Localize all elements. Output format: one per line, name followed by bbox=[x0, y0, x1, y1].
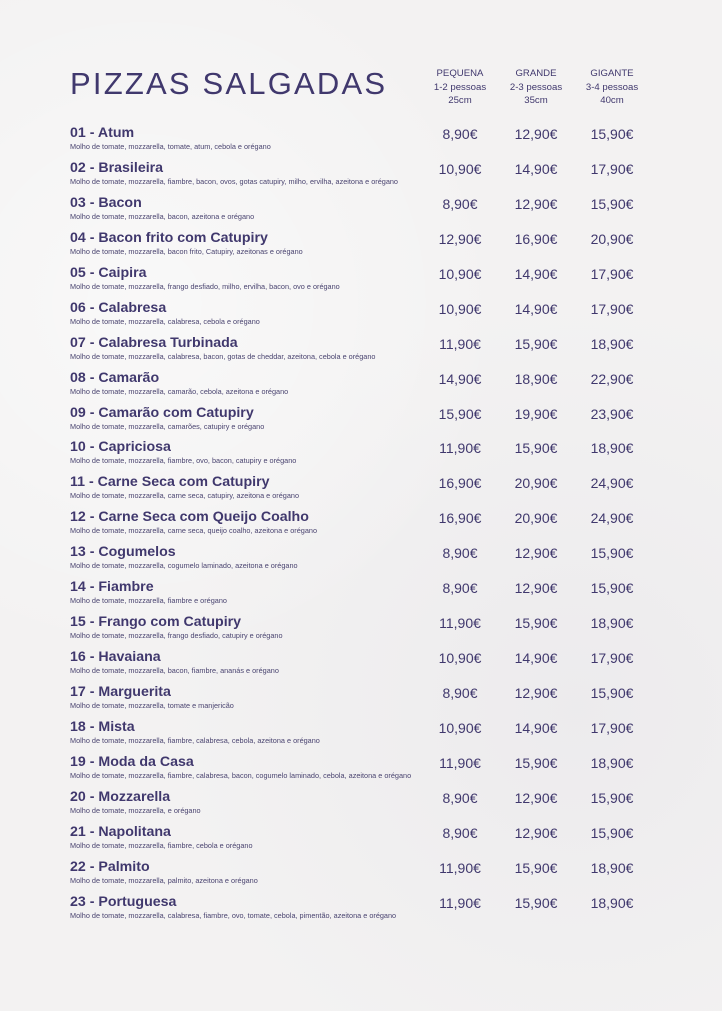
pizza-name: 02 - Brasileira bbox=[70, 159, 164, 176]
price-pequena: 10,90€ bbox=[438, 719, 482, 736]
price-pequena: 14,90€ bbox=[438, 370, 482, 387]
size-diameter: 25cm bbox=[448, 95, 472, 106]
price-grande: 12,90€ bbox=[514, 580, 558, 597]
size-name: PEQUENA bbox=[436, 68, 484, 79]
list-item bbox=[70, 648, 670, 683]
price-pequena: 8,90€ bbox=[442, 195, 478, 212]
pizza-name: 12 - Carne Seca com Queijo Coalho bbox=[70, 509, 309, 526]
size-diameter: 35cm bbox=[524, 95, 548, 106]
pizza-description: Molho de tomate, mozzarella, camarão, cebola, azeitona e orégano bbox=[70, 386, 289, 396]
price-pequena: 11,90€ bbox=[439, 615, 481, 632]
pizza-description: Molho de tomate, mozzarella, fiambre, ovo, bacon, catupiry e orégano bbox=[70, 456, 297, 466]
price-gigante: 17,90€ bbox=[590, 265, 634, 282]
price-gigante: 18,90€ bbox=[590, 859, 634, 876]
price-grande: 12,90€ bbox=[514, 789, 558, 806]
pizza-description: Molho de tomate, mozzarella, fiambre, bacon, ovos, gotas catupiry, milho, ervilha, azeitona e orégano bbox=[70, 176, 398, 186]
page-title: PIZZAS SALGADAS bbox=[70, 66, 388, 101]
price-grande: 18,90€ bbox=[514, 370, 558, 387]
price-grande: 16,90€ bbox=[514, 230, 558, 247]
list-item bbox=[70, 683, 670, 718]
size-people: 1-2 pessoas bbox=[433, 81, 487, 93]
size-header-gigante bbox=[572, 67, 652, 108]
pizza-name: 20 - Mozzarella bbox=[70, 788, 171, 805]
price-gigante: 15,90€ bbox=[590, 545, 634, 562]
size-diameter: 40cm bbox=[600, 95, 624, 106]
size-people: 3-4 pessoas bbox=[585, 81, 639, 93]
price-grande: 12,90€ bbox=[514, 545, 558, 562]
list-item bbox=[70, 438, 670, 473]
pizza-description: Molho de tomate, mozzarella, fiambre, calabresa, bacon, cogumelo laminado, cebola, azeitona e orégano bbox=[70, 770, 412, 780]
price-grande: 14,90€ bbox=[514, 160, 558, 177]
size-name: GIGANTE bbox=[590, 68, 634, 79]
pizza-name: 16 - Havaiana bbox=[70, 649, 161, 666]
pizza-name: 13 - Cogumelos bbox=[70, 544, 176, 561]
price-gigante: 18,90€ bbox=[590, 440, 634, 457]
price-gigante: 18,90€ bbox=[590, 754, 634, 771]
list-item bbox=[70, 264, 670, 299]
list-item bbox=[70, 194, 670, 229]
pizza-description: Molho de tomate, mozzarella, fiambre, calabresa, cebola, azeitona e orégano bbox=[70, 735, 320, 745]
pizza-name: 18 - Mista bbox=[70, 718, 135, 735]
list-item bbox=[70, 753, 670, 788]
price-pequena: 11,90€ bbox=[439, 859, 481, 876]
pizza-name: 07 - Calabresa Turbinada bbox=[70, 334, 238, 351]
list-item bbox=[70, 543, 670, 578]
pizza-description: Molho de tomate, mozzarella, bacon, azeitona e orégano bbox=[70, 211, 255, 221]
price-pequena: 11,90€ bbox=[439, 894, 481, 911]
list-item bbox=[70, 718, 670, 753]
price-gigante: 15,90€ bbox=[590, 126, 634, 142]
price-gigante: 15,90€ bbox=[590, 824, 634, 841]
list-item bbox=[70, 473, 670, 508]
price-gigante: 18,90€ bbox=[590, 615, 634, 632]
price-gigante: 23,90€ bbox=[590, 405, 634, 422]
pizza-name: 05 - Caipira bbox=[70, 264, 147, 281]
list-item bbox=[70, 823, 670, 858]
price-gigante: 15,90€ bbox=[590, 685, 634, 701]
price-gigante: 15,90€ bbox=[590, 195, 634, 212]
list-item bbox=[70, 404, 670, 439]
pizza-name: 04 - Bacon frito com Catupiry bbox=[70, 229, 268, 246]
pizza-name: 15 - Frango com Catupiry bbox=[70, 614, 242, 631]
pizza-name: 09 - Camarão com Catupiry bbox=[70, 404, 254, 421]
pizza-description: Molho de tomate, mozzarella, palmito, azeitona e orégano bbox=[70, 875, 258, 885]
list-item bbox=[70, 334, 670, 369]
price-gigante: 15,90€ bbox=[590, 789, 634, 806]
list-item bbox=[70, 299, 670, 334]
size-name: GRANDE bbox=[515, 68, 557, 79]
list-item bbox=[70, 578, 670, 613]
pizza-description: Molho de tomate, mozzarella, frango desfiado, milho, ervilha, bacon, ovo e orégano bbox=[70, 281, 340, 291]
list-item bbox=[70, 788, 670, 823]
list-item bbox=[70, 613, 670, 648]
size-header-pequena bbox=[420, 67, 500, 108]
pizza-name: 11 - Carne Seca com Catupiry bbox=[70, 474, 270, 491]
pizza-name: 14 - Fiambre bbox=[70, 579, 154, 596]
price-pequena: 11,90€ bbox=[439, 335, 481, 352]
pizza-description: Molho de tomate, mozzarella, tomate e manjericão bbox=[70, 701, 234, 710]
list-item bbox=[70, 159, 670, 194]
list-item bbox=[70, 893, 670, 928]
price-pequena: 8,90€ bbox=[442, 685, 478, 701]
pizza-list bbox=[70, 124, 670, 928]
size-people: 2-3 pessoas bbox=[509, 81, 563, 93]
pizza-description: Molho de tomate, mozzarella, carne seca, queijo coalho, azeitona e orégano bbox=[70, 526, 318, 536]
price-gigante: 17,90€ bbox=[590, 650, 634, 667]
price-grande: 15,90€ bbox=[514, 894, 558, 911]
pizza-description: Molho de tomate, mozzarella, fiambre e orégano bbox=[70, 596, 227, 606]
price-gigante: 20,90€ bbox=[590, 230, 634, 247]
price-grande: 15,90€ bbox=[514, 859, 558, 876]
list-item bbox=[70, 508, 670, 543]
price-gigante: 18,90€ bbox=[590, 894, 634, 911]
pizza-description: Molho de tomate, mozzarella, tomate, atum, cebola e orégano bbox=[70, 142, 271, 151]
pizza-description: Molho de tomate, mozzarella, frango desfiado, catupiry e orégano bbox=[70, 631, 283, 641]
price-gigante: 24,90€ bbox=[590, 510, 634, 527]
price-pequena: 8,90€ bbox=[442, 824, 478, 841]
list-item bbox=[70, 858, 670, 893]
price-pequena: 11,90€ bbox=[439, 440, 481, 457]
list-item bbox=[70, 229, 670, 264]
price-pequena: 12,90€ bbox=[438, 230, 482, 247]
price-pequena: 10,90€ bbox=[438, 300, 482, 317]
price-grande: 12,90€ bbox=[514, 126, 558, 142]
pizza-description: Molho de tomate, mozzarella, calabresa, cebola e orégano bbox=[70, 316, 260, 326]
pizza-name: 06 - Calabresa bbox=[70, 299, 167, 316]
price-grande: 12,90€ bbox=[514, 685, 558, 701]
price-pequena: 8,90€ bbox=[442, 126, 478, 142]
pizza-description: Molho de tomate, mozzarella, camarões, catupiry e orégano bbox=[70, 421, 265, 431]
price-pequena: 10,90€ bbox=[438, 265, 482, 282]
price-grande: 14,90€ bbox=[514, 719, 558, 736]
price-gigante: 15,90€ bbox=[590, 580, 634, 597]
price-pequena: 15,90€ bbox=[438, 405, 482, 422]
price-pequena: 11,90€ bbox=[439, 754, 481, 771]
list-item bbox=[70, 369, 670, 404]
pizza-description: Molho de tomate, mozzarella, carne seca, catupiry, azeitona e orégano bbox=[70, 491, 300, 501]
price-pequena: 8,90€ bbox=[442, 580, 478, 597]
pizza-description: Molho de tomate, mozzarella, calabresa, bacon, gotas de cheddar, azeitona, cebola e orégano bbox=[70, 351, 376, 361]
price-grande: 12,90€ bbox=[514, 824, 558, 841]
price-grande: 20,90€ bbox=[514, 475, 558, 492]
price-grande: 15,90€ bbox=[514, 754, 558, 771]
price-grande: 12,90€ bbox=[514, 195, 558, 212]
price-grande: 15,90€ bbox=[514, 335, 558, 352]
pizza-description: Molho de tomate, mozzarella, bacon frito, Catupiry, azeitonas e orégano bbox=[70, 246, 303, 256]
price-gigante: 17,90€ bbox=[590, 160, 634, 177]
price-pequena: 10,90€ bbox=[438, 160, 482, 177]
size-header-grande bbox=[496, 67, 576, 108]
price-pequena: 8,90€ bbox=[442, 789, 478, 806]
pizza-name: 17 - Marguerita bbox=[70, 684, 171, 700]
price-pequena: 10,90€ bbox=[438, 650, 482, 667]
price-pequena: 8,90€ bbox=[442, 545, 478, 562]
pizza-name: 10 - Capriciosa bbox=[70, 439, 171, 456]
pizza-name: 23 - Portuguesa bbox=[70, 893, 177, 910]
pizza-description: Molho de tomate, mozzarella, cogumelo laminado, azeitona e orégano bbox=[70, 561, 298, 571]
price-gigante: 18,90€ bbox=[590, 335, 634, 352]
price-gigante: 22,90€ bbox=[590, 370, 634, 387]
pizza-name: 08 - Camarão bbox=[70, 369, 160, 386]
list-item bbox=[70, 124, 670, 159]
price-grande: 19,90€ bbox=[514, 405, 558, 422]
pizza-name: 01 - Atum bbox=[70, 125, 135, 141]
price-grande: 15,90€ bbox=[514, 615, 558, 632]
pizza-description: Molho de tomate, mozzarella, e orégano bbox=[70, 805, 201, 815]
price-grande: 20,90€ bbox=[514, 510, 558, 527]
pizza-description: Molho de tomate, mozzarella, calabresa, fiambre, ovo, tomate, cebola, pimentão, azeitona e orégano bbox=[70, 910, 397, 920]
price-gigante: 24,90€ bbox=[590, 475, 634, 492]
pizza-name: 03 - Bacon bbox=[70, 194, 142, 211]
price-pequena: 16,90€ bbox=[438, 475, 482, 492]
pizza-description: Molho de tomate, mozzarella, bacon, fiambre, ananás e orégano bbox=[70, 666, 279, 676]
price-grande: 15,90€ bbox=[514, 440, 558, 457]
pizza-name: 19 - Moda da Casa bbox=[70, 753, 194, 770]
pizza-name: 22 - Palmito bbox=[70, 858, 150, 875]
price-grande: 14,90€ bbox=[514, 300, 558, 317]
price-pequena: 16,90€ bbox=[438, 510, 482, 527]
price-grande: 14,90€ bbox=[514, 650, 558, 667]
price-gigante: 17,90€ bbox=[590, 300, 634, 317]
price-gigante: 17,90€ bbox=[590, 719, 634, 736]
pizza-description: Molho de tomate, mozzarella, fiambre, cebola e orégano bbox=[70, 840, 253, 850]
pizza-name: 21 - Napolitana bbox=[70, 823, 171, 840]
price-grande: 14,90€ bbox=[514, 265, 558, 282]
